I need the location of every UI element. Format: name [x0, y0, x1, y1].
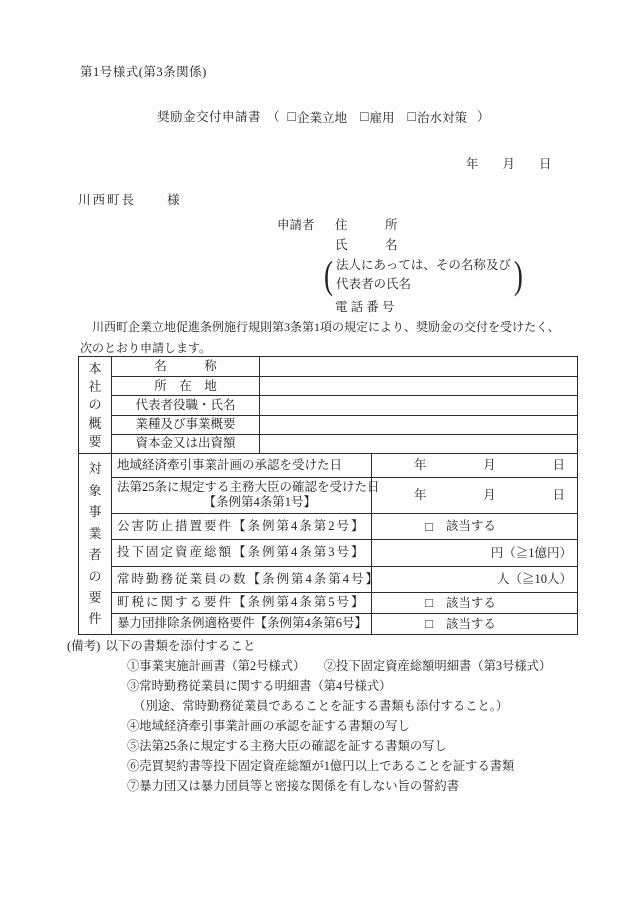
company-profile-value-field[interactable]	[259, 376, 577, 395]
amount-field[interactable]: 人（≧10人）	[371, 566, 577, 592]
vertical-header-char: 要	[88, 433, 102, 449]
vertical-header-char: 象	[88, 482, 102, 498]
company-profile-value-field[interactable]	[259, 434, 577, 453]
checkbox-icon[interactable]: □	[287, 110, 296, 125]
applicant-phone-label: 電 話 番 号	[335, 299, 395, 314]
year-label: 年	[466, 157, 479, 171]
corp-note-line1: 法人にあっては、その名称及び	[336, 258, 511, 272]
addressee-name: 川西町長	[78, 193, 137, 207]
addressee-line	[78, 192, 180, 209]
date-field[interactable]	[371, 477, 577, 513]
vertical-header-char: 者	[88, 547, 102, 563]
applicable-label: 該当する	[445, 616, 496, 631]
requirement-label	[111, 454, 371, 477]
year-label: 年	[414, 488, 427, 502]
applicable-checkbox[interactable]: □	[425, 616, 433, 632]
corp-note-line2: 代表者の氏名	[336, 277, 412, 291]
bracket-close: )	[513, 252, 523, 297]
title-checkbox-label: 雇用	[369, 110, 395, 125]
company-profile-label: 所 在 地	[111, 376, 259, 395]
title-paren-open: （	[267, 110, 280, 125]
company-profile-label: 資本金又は出資額	[111, 434, 259, 453]
vertical-header-char: 対	[88, 461, 102, 477]
intro-line2: 次のとおり申請します。	[80, 341, 212, 355]
vertical-header-char: 本	[88, 361, 102, 377]
intro-paragraph	[80, 317, 580, 359]
month-label: 月	[483, 458, 496, 472]
requirement-label-text: 暴力団排除条例適格要件【条例第4条第6号】	[117, 616, 368, 631]
application-date-field[interactable]	[466, 156, 552, 173]
applicable-label: 該当する	[445, 595, 496, 610]
applicant-name-label: 氏 名	[335, 237, 398, 252]
notes-section	[67, 636, 551, 796]
amount-field[interactable]: 円（≧1億円）	[371, 539, 577, 566]
day-label: 日	[552, 458, 565, 472]
vertical-header-char: 件	[88, 611, 102, 627]
attachment-item: （別途、常時勤務従業員であることを証する書類も添付すること。）	[127, 699, 509, 713]
vertical-header-char: の	[88, 568, 102, 584]
requirement-label-text: 地域経済牽引事業計画の承認を受けた日	[117, 457, 343, 472]
applicable-label: 該当する	[445, 519, 496, 533]
applicable-field	[371, 613, 577, 634]
attachment-item: ④地域経済牽引事業計画の承認を証する書類の写し	[127, 719, 410, 733]
checkbox-icon[interactable]: □	[360, 110, 369, 125]
form-title-line	[157, 109, 490, 126]
applicable-checkbox[interactable]: □	[425, 595, 433, 611]
attachment-item: ①事業実施計画書（第2号様式） ②投下固定資産総額明細書（第3号様式）	[127, 659, 552, 673]
month-label: 月	[502, 157, 516, 171]
addressee-honorific: 様	[167, 193, 180, 207]
table2-vertical-header	[79, 454, 111, 634]
requirement-label	[111, 513, 371, 539]
form-tables	[78, 356, 578, 635]
month-label: 月	[483, 488, 496, 502]
company-profile-table	[79, 357, 577, 453]
company-profile-value-field[interactable]	[259, 357, 577, 376]
day-label: 日	[539, 157, 552, 171]
bracket-open: (	[324, 252, 333, 297]
company-profile-value-field[interactable]	[259, 395, 577, 414]
title-checkbox-label: 治水対策	[416, 110, 467, 125]
day-label: 日	[552, 488, 565, 502]
notes-label: (備考)	[67, 638, 101, 653]
title-checkbox-option-1[interactable]	[288, 110, 347, 127]
requirement-label-text: 公害防止措置要件【条例第4条第2号】	[117, 518, 366, 533]
title-checkbox-option-3[interactable]	[408, 110, 467, 127]
vertical-header-char: 要	[88, 590, 102, 605]
attachment-item: ⑦暴力団又は暴力団員等と密接な関係を有しない旨の誓約書	[127, 779, 460, 793]
vertical-header-char: 社	[88, 379, 102, 395]
applicable-checkbox[interactable]: □	[425, 518, 433, 534]
attachment-item: ⑥売買契約書等投下固定資産総額が1億円以上であることを証する書類	[127, 759, 515, 773]
requirement-label	[111, 539, 371, 566]
requirement-label	[111, 566, 381, 592]
requirement-label-text: 町税に関する要件【条例第4条第5号】	[117, 595, 366, 610]
attachment-list	[67, 656, 551, 796]
requirement-label	[111, 592, 371, 613]
applicant-label: 申請者	[277, 217, 315, 232]
notes-header-text: 以下の書類を添付すること	[105, 638, 256, 653]
requirement-label-text: 常時勤務従業員の数【条例第4条第4号】	[117, 571, 381, 586]
vertical-header-char: 事	[88, 504, 102, 520]
applicable-field	[371, 592, 577, 613]
company-profile-label: 代表者役職・氏名	[111, 395, 259, 414]
requirement-label-text: 法第25条に規定する主務大臣の確認を受けた日	[117, 480, 380, 495]
title-checkbox-label: 企業立地	[297, 110, 348, 125]
applicant-block	[277, 215, 527, 317]
requirements-table	[79, 453, 577, 634]
vertical-header-char: 概	[88, 415, 102, 431]
year-label: 年	[414, 458, 427, 472]
form-number: 第1号様式(第3条関係)	[80, 65, 207, 79]
requirement-label	[111, 477, 380, 513]
vertical-header-char: の	[88, 397, 102, 413]
applicable-field	[371, 513, 577, 539]
company-profile-value-field[interactable]	[259, 415, 577, 434]
page-title: 奨励金交付申請書	[157, 110, 262, 125]
checkbox-icon[interactable]: □	[407, 110, 416, 125]
date-field[interactable]	[371, 454, 577, 477]
title-checkbox-group	[280, 109, 467, 126]
company-profile-label: 業種及び事業概要	[111, 415, 259, 434]
corporation-note	[324, 252, 527, 297]
table1-vertical-header	[79, 357, 111, 453]
intro-line1: 川西町企業立地促進条例施行規則第3条第1項の規定により、奨励金の交付を受けたく、	[80, 320, 560, 334]
attachment-item: ⑤法第25条に規定する主務大臣の確認を証する書類の写し	[127, 739, 447, 753]
company-profile-label: 名 称	[111, 357, 259, 376]
title-paren-close: ）	[476, 110, 490, 125]
title-checkbox-option-2[interactable]	[360, 110, 394, 127]
attachment-item: ③常時勤務従業員に関する明細書（第4号様式）	[127, 679, 392, 693]
requirement-clause-text: 【条例第4条第1号】	[203, 495, 316, 510]
requirement-label	[111, 613, 371, 634]
applicant-address-label: 住 所	[335, 217, 398, 232]
vertical-header-char: 業	[88, 525, 102, 541]
requirement-label-text: 投下固定資産総額【条例第4条第3号】	[117, 545, 366, 560]
